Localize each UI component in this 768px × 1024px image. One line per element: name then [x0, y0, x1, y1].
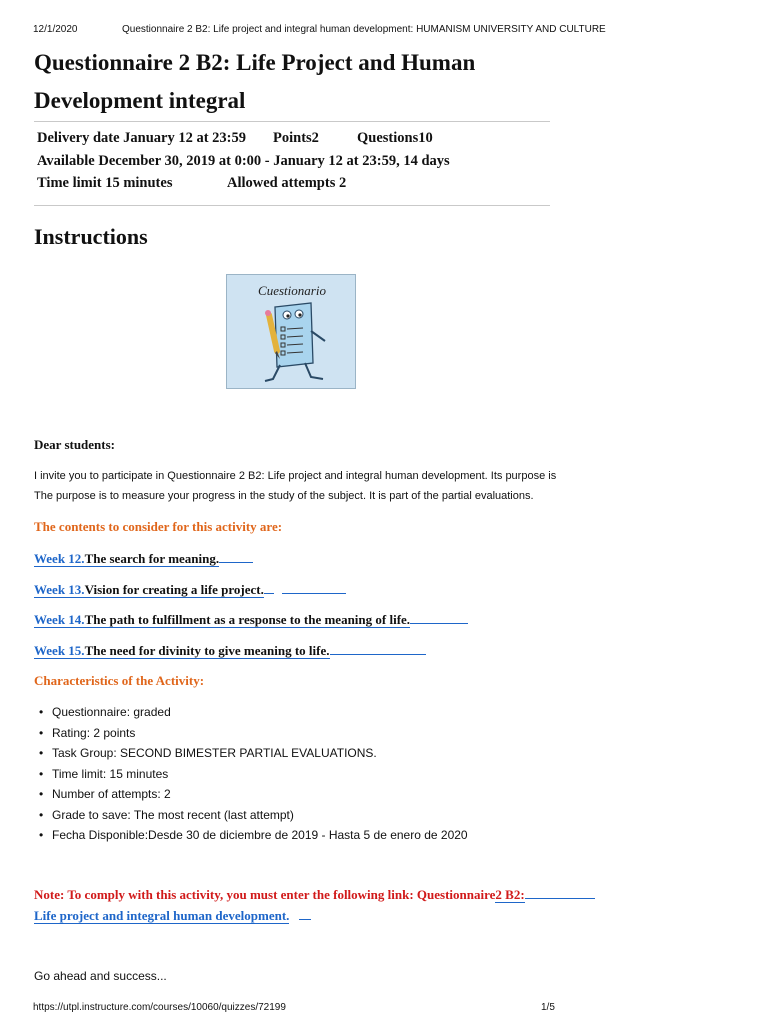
illustration-label: Cuestionario [258, 283, 326, 298]
note-link-underline [525, 886, 595, 899]
week-13-underline-b [282, 581, 346, 594]
delivery-date: Delivery date January 12 at 23:59 [37, 130, 247, 146]
note-link-start[interactable]: 2 B2: [495, 887, 525, 902]
week-12-link[interactable]: Week 12. [34, 551, 85, 566]
intro-paragraph-line2: The purpose is to measure your progress in the study of the subject. It is part of the partial evaluations. [34, 490, 534, 502]
week-13-item[interactable] [34, 581, 346, 599]
questions-count: Questions10 [357, 130, 433, 146]
divider-bottom [34, 205, 550, 206]
characteristics-heading: Characteristics of the Activity: [34, 673, 205, 688]
note-link-tail [299, 907, 311, 920]
week-14-item[interactable] [34, 611, 468, 629]
allowed-attempts: Allowed attempts 2 [227, 175, 347, 191]
print-page-title: Questionnaire 2 B2: Life project and integral human development: HUMANISM UNIVERSITY AND CULTURE [122, 24, 606, 35]
print-date: 12/1/2020 [33, 24, 78, 35]
page-number: 1/5 [541, 1002, 555, 1013]
points: Points2 [273, 130, 319, 146]
list-item: • Rating: 2 points [52, 723, 468, 744]
list-item: • Time limit: 15 minutes [52, 764, 468, 785]
greeting: Dear students: [34, 437, 116, 452]
week-12-underline [219, 550, 253, 563]
instructions-heading: Instructions [34, 224, 148, 249]
print-url: https://utpl.instructure.com/courses/10060/quizzes/72199 [33, 1002, 286, 1013]
week-13-underline-a [264, 581, 274, 594]
intro-paragraph-line1: I invite you to participate in Questionnaire 2 B2: Life project and integral human development. Its purpose is [34, 470, 557, 482]
list-item: • Questionnaire: graded [52, 702, 468, 723]
week-12-text[interactable]: The search for meaning. [84, 551, 220, 566]
note-link[interactable]: Life project and integral human development. [34, 908, 290, 923]
list-item: • Grade to save: The most recent (last attempt) [52, 805, 468, 826]
week-14-underline [410, 611, 468, 624]
note-text [34, 886, 595, 903]
week-12-item[interactable] [34, 550, 253, 568]
note-link-line[interactable] [34, 907, 311, 924]
list-item: • Task Group: SECOND BIMESTER PARTIAL EVALUATIONS. [52, 743, 468, 764]
week-15-item[interactable] [34, 642, 426, 660]
week-14-text[interactable]: The path to fulfillment as a response to the meaning of life. [84, 612, 411, 627]
questionnaire-illustration [226, 274, 356, 389]
characteristics-list [34, 702, 468, 846]
clipboard-character-icon [247, 301, 339, 385]
week-13-link[interactable]: Week 13. [34, 582, 85, 597]
availability: Available December 30, 2019 at 0:00 - January 12 at 23:59, 14 days [37, 153, 450, 169]
closing-text: Go ahead and success... [34, 969, 167, 983]
week-14-link[interactable]: Week 14. [34, 612, 85, 627]
week-15-underline [330, 642, 426, 655]
quiz-title: Questionnaire 2 B2: Life Project and Human Development integral [34, 50, 476, 113]
week-13-text[interactable]: Vision for creating a life project. [84, 582, 264, 597]
week-15-text[interactable]: The need for divinity to give meaning to life. [84, 643, 330, 658]
list-item: • Number of attempts: 2 [52, 784, 468, 805]
note-prefix: Note: To comply with this activity, you must enter the following link: Questionnaire [34, 887, 496, 902]
week-15-link[interactable]: Week 15. [34, 643, 85, 658]
list-item: • Fecha Disponible:Desde 30 de diciembre de 2019 - Hasta 5 de enero de 2020 [52, 825, 468, 846]
time-limit: Time limit 15 minutes [37, 175, 173, 191]
contents-heading: The contents to consider for this activity are: [34, 519, 283, 534]
divider-top [34, 121, 550, 122]
